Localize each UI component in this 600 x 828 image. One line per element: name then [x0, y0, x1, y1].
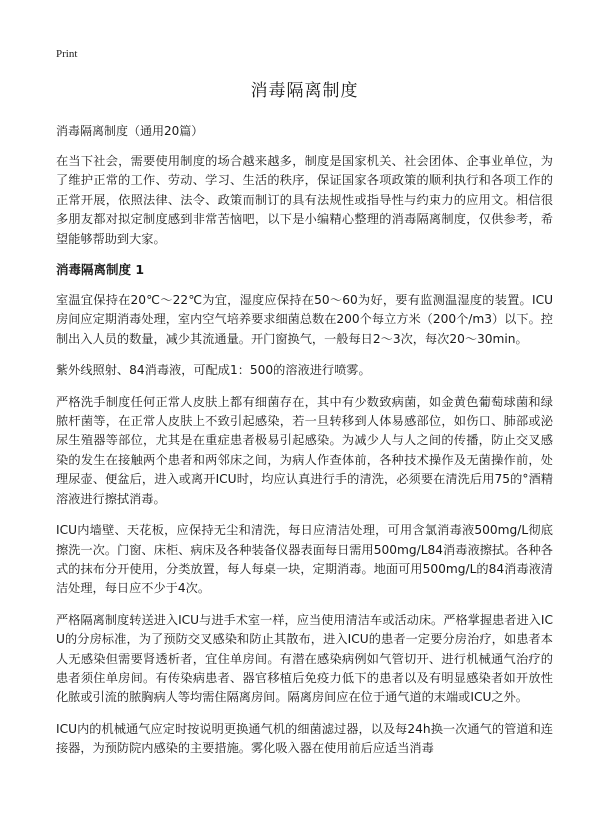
paragraph-ventilation: ICU内的机械通气应定时按说明更换通气机的细菌滤过器，以及每24h换一次通气的管道和连接器，为预防院内感染的主要措施。雾化吸入器在使用前后应适当消毒: [56, 721, 553, 756]
paragraph-room-conditions: 室温宜保持在20℃～22℃为宜，湿度应保持在50～60为好，要有监测温湿度的装置。ICU房间应定期消毒处理，室内空气培养要求细菌总数在200个每立方米（200个/m3）以下。控制出入人员的数量，减少其流通量。开门窗换气，一般每日2～3次，每次20～30min。: [56, 293, 553, 346]
document-subtitle: 消毒隔离制度（通用20篇）: [56, 124, 204, 138]
intro-paragraph: 在当下社会，需要使用制度的场合越来越多，制度是国家机关、社会团体、企事业单位，为了维护正常的工作、劳动、学习、生活的秩序，保证国家各项政策的顺利执行和各项工作的正常开展，依照法律、法令、政策而制订的具有法规性或指导性与约束力的应用文。相信很多朋友都对拟定制度感到非常苦恼吧，以下是小编精心整理的消毒隔离制度，仅供参考，希望能够帮助到大家。: [56, 154, 553, 246]
paragraph-surface-cleaning: ICU内墙壁、天花板，应保持无尘和清洗，每日应清洁处理，可用含氯消毒液500mg/L彻底擦洗一次。门窗、床柜、病床及各种装备仪器表面每日需用500mg/L84消毒液擦拭。各种各式的抹布分开使用，分类放置，每人每桌一块，定期消毒。地面可用500mg/L的84消毒液清洁处理，每日应不少于4次。: [56, 523, 553, 596]
paragraph-uv-disinfection: 紫外线照射、84消毒液，可配成1：500的溶液进行喷雾。: [56, 363, 371, 378]
section-heading: 消毒隔离制度 1: [56, 262, 145, 278]
paragraph-hand-washing: 严格洗手制度任何正常人皮肤上都有细菌存在，其中有少数致病菌，如金黄色葡萄球菌和绿脓杆菌等，在正常人皮肤上不致引起感染，若一旦转移到人体易感部位，如伤口、肺部或泌尿生殖器等部位，尤其是在重症患者极易引起感染。为减少人与人之间的传播，防止交叉感染的发生在接触两个患者和两邻床之间，为病人作查体前，各种技术操作及无菌操作前，处理尿壶、便盆后，进入或离开ICU时，均应认真进行手的清洗，必须要在清洗后用75的°酒精溶液进行擦拭消毒。: [56, 394, 553, 506]
document-body: [56, 80, 553, 771]
page-title: 消毒隔离制度: [250, 81, 359, 101]
paragraph-isolation: 严格隔离制度转送进入ICU与进手术室一样，应当使用清洁车或活动床。严格掌握患者进入ICU的分房标准，为了预防交叉感染和防止其散布，进入ICU的患者一定要分房治疗，如患者本人无感染但需要肾透析者，宜住单房间。有潜在感染病例如气管切开、进行机械通气治疗的患者须住单房间。有传染病患者、器官移植后免疫力低下的患者以及有明显感染者如开放性化脓或引流的脓胸病人等均需住隔离房间。隔离房间应在位于通气道的末端或ICU之外。: [56, 612, 553, 705]
print-link[interactable]: Print: [56, 48, 78, 60]
